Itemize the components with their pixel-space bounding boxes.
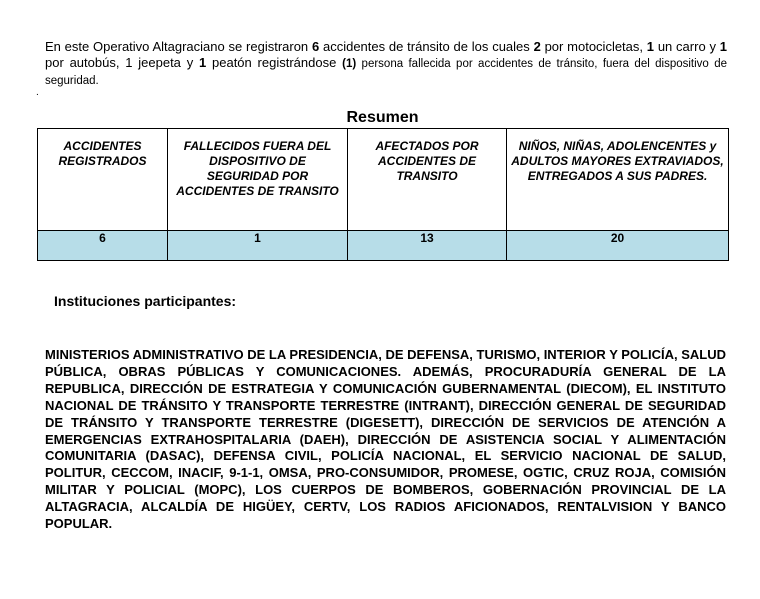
- cars-count: 1: [646, 39, 655, 54]
- summary-title: Resumen: [346, 109, 419, 126]
- accidents-count: 6: [311, 39, 320, 54]
- intro-text-2: accidentes de tránsito de los cuales: [319, 39, 534, 54]
- header-deaths: FALLECIDOS FUERA DEL DISPOSITIVO DE SEGURIDAD POR ACCIDENTES DE TRANSITO: [168, 129, 348, 231]
- value-missing-persons: 20: [507, 231, 729, 261]
- pedestrians-count: 1: [198, 55, 207, 70]
- institutions-heading: Instituciones participantes:: [54, 293, 237, 309]
- summary-values-row: [38, 231, 729, 261]
- buses-count: 1: [719, 39, 727, 54]
- header-missing-persons: NIÑOS, NIÑAS, ADOLENCENTES y ADULTOS MAYORES EXTRAVIADOS, ENTREGADOS A SUS PADRES.: [507, 129, 729, 231]
- intro-text-6: peatón registrándose: [206, 55, 343, 70]
- value-accidents: 6: [38, 231, 168, 261]
- motorcycles-count: 2: [533, 39, 541, 54]
- deaths-count: (1): [342, 58, 357, 70]
- intro-text-5: por autobús, 1 jeepeta y: [45, 55, 199, 70]
- intro-text-4: un carro y: [654, 39, 720, 54]
- summary-table: [37, 128, 729, 261]
- header-affected: AFECTADOS POR ACCIDENTES DE TRANSITO: [348, 129, 507, 231]
- intro-text-1: En este Operativo Altagraciano se registraron: [45, 39, 312, 54]
- value-affected: 13: [348, 231, 507, 261]
- institutions-list: MINISTERIOS ADMINISTRATIVO DE LA PRESIDENCIA, DE DEFENSA, TURISMO, INTERIOR Y POLICÍA, SALUD PÚBLICA, OBRAS PÚBLICAS Y COMUNICACIONES. ADEMÁS, PROCURADURÍA GENERAL DE LA REPUBLICA, DIRECCIÓN DE ESTRATEGIA Y COMUNICACIÓN GUBERNAMENTAL (DIECOM), EL INSTITUTO NACIONAL DE TRÁNSITO Y TRANSPORTE TERRESTRE (INTRANT), DIRECCIÓN GENERAL DE SEGURIDAD DE TRÁNSITO Y TRANSPORTE TERRESTRE (DIGESETT), DIRECCIÓN DE SERVICIOS DE ATENCIÓN A EMERGENCIAS EXTRAHOSPITALARIA (DAEH), DIRECCIÓN DE ASISTENCIA SOCIAL Y ALIMENTACIÓN COMUNITARIA (DASAC), DEFENSA CIVIL, POLICÍA NACIONAL, EL SERVICIO NACIONAL DE SALUD, POLITUR, CECCOM, INACIF, 9-1-1, OMSA, PRO-CONSUMIDOR, PROMESE, OGTIC, CRUZ ROJA, COMISIÓN MILITAR Y POLICIAL (MOPC), LOS CUERPOS DE BOMBEROS, GOBERNACIÓN PROVINCIAL DE LA ALTAGRACIA, ALCALDÍA DE HIGÜEY, CERTV, LOS RADIOS AFICIONADOS, RENTALVISION Y BANCO POPULAR.: [45, 347, 726, 532]
- stray-mark: .: [36, 87, 39, 98]
- intro-text-3: por motocicletas,: [540, 39, 647, 54]
- intro-text-7: persona fallecida por accidentes de tránsito, fuera del dispositivo de seguridad.: [45, 58, 727, 87]
- value-deaths: 1: [168, 231, 348, 261]
- summary-header-row: [38, 129, 729, 231]
- header-accidents: ACCIDENTES REGISTRADOS: [38, 129, 168, 231]
- intro-paragraph: [45, 39, 727, 89]
